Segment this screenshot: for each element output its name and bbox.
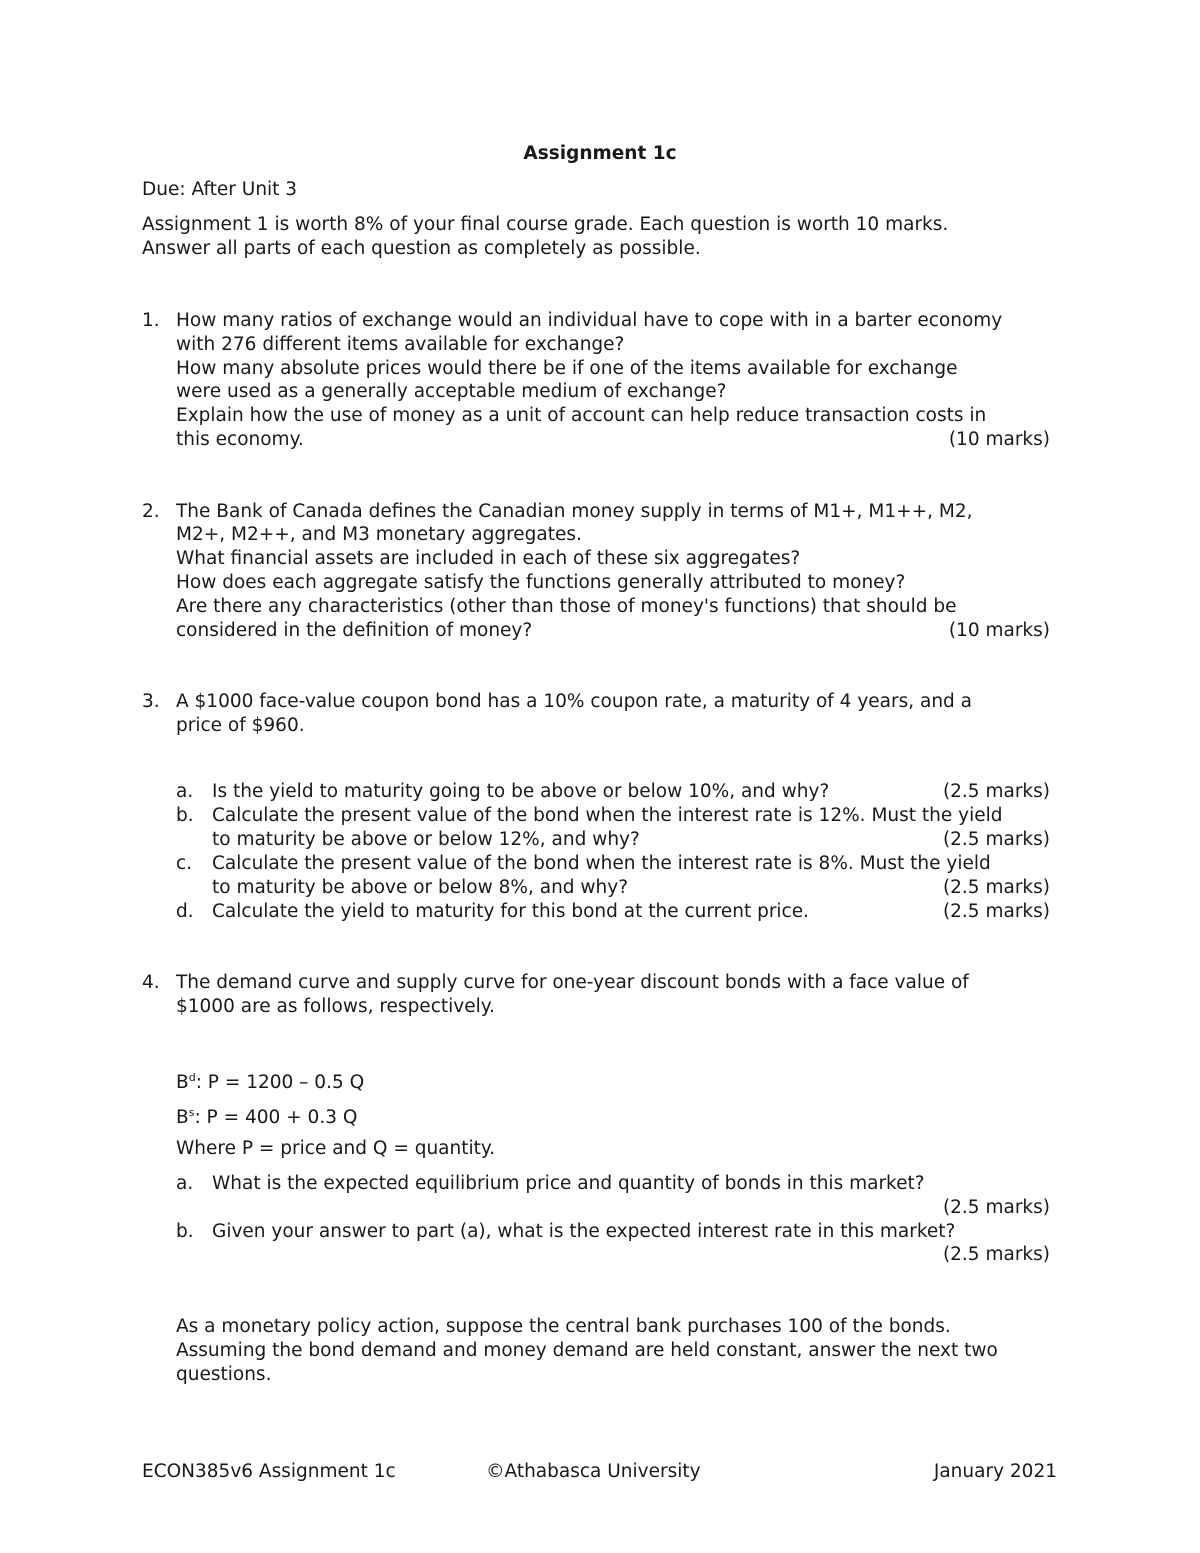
question-2-line: Are there any characteristics (other than those of money's functions) that should be xyxy=(176,596,957,617)
question-1-line: Explain how the use of money as a unit of account can help reduce transaction costs in xyxy=(176,405,987,426)
question-2-line: What financial assets are included in each of these six aggregates? xyxy=(176,548,801,569)
question-1-line: How many ratios of exchange would an individual have to cope with in a barter economy xyxy=(176,310,1003,331)
question-1-number: 1. xyxy=(142,310,160,331)
supply-formula: : P = 400 + 0.3 Q xyxy=(194,1107,358,1129)
demand-equation xyxy=(176,1066,364,1095)
question-3-part-letter: b. xyxy=(176,805,194,826)
question-1-line: How many absolute prices would there be if one of the items available for exchange xyxy=(176,358,958,379)
question-3-part-letter: a. xyxy=(176,781,194,802)
question-3-part-letter: c. xyxy=(176,853,193,874)
due-date: Due: After Unit 3 xyxy=(142,179,298,200)
question-4-part-letter: b. xyxy=(176,1221,194,1242)
demand-formula: : P = 1200 – 0.5 Q xyxy=(195,1072,365,1094)
question-3-part-letter: d. xyxy=(176,901,194,922)
question-3-part-line: Calculate the present value of the bond when the interest rate is 8%. Must the yield xyxy=(212,853,991,874)
demand-label: B xyxy=(176,1072,189,1094)
question-3-number: 3. xyxy=(142,691,160,712)
footer-copyright: ©Athabasca University xyxy=(486,1461,701,1482)
question-3-part-marks: (2.5 marks) xyxy=(942,877,1050,898)
question-3-part-marks: (2.5 marks) xyxy=(942,829,1050,850)
question-3-part-line: to maturity be above or below 8%, and why? xyxy=(212,877,629,898)
question-4-number: 4. xyxy=(142,972,160,993)
question-2-number: 2. xyxy=(142,501,160,522)
question-4-part-marks: (2.5 marks) xyxy=(942,1244,1050,1265)
variable-definition: Where P = price and Q = quantity. xyxy=(176,1138,496,1159)
footer-course: ECON385v6 Assignment 1c xyxy=(142,1461,396,1482)
question-3-part-marks: (2.5 marks) xyxy=(942,901,1050,922)
question-4-part-letter: a. xyxy=(176,1173,194,1194)
question-1-marks: (10 marks) xyxy=(948,429,1050,450)
policy-line: questions. xyxy=(176,1364,272,1385)
intro-line-2: Answer all parts of each question as completely as possible. xyxy=(142,238,701,259)
demand-superscript: d xyxy=(188,1071,196,1084)
question-4-part-line: What is the expected equilibrium price and quantity of bonds in this market? xyxy=(212,1173,925,1194)
supply-label: B xyxy=(176,1107,189,1129)
question-2-line: considered in the definition of money? xyxy=(176,620,533,641)
supply-superscript: s xyxy=(188,1106,195,1119)
page-title: Assignment 1c xyxy=(523,143,677,164)
question-3-line: price of $960. xyxy=(176,715,305,736)
question-4-line: The demand curve and supply curve for one-year discount bonds with a face value of xyxy=(176,972,969,993)
question-4-line: $1000 are as follows, respectively. xyxy=(176,996,495,1017)
question-2-line: The Bank of Canada defines the Canadian money supply in terms of M1+, M1++, M2, xyxy=(176,501,973,522)
question-1-line: were used as a generally acceptable medium of exchange? xyxy=(176,381,727,402)
policy-line: Assuming the bond demand and money demand are held constant, answer the next two xyxy=(176,1340,998,1361)
question-4-part-marks: (2.5 marks) xyxy=(942,1197,1050,1218)
intro-line-1: Assignment 1 is worth 8% of your final course grade. Each question is worth 10 marks. xyxy=(142,214,949,235)
question-4-part-line: Given your answer to part (a), what is the expected interest rate in this market? xyxy=(212,1221,956,1242)
question-1-line: this economy. xyxy=(176,429,304,450)
question-3-part-marks: (2.5 marks) xyxy=(942,781,1050,802)
question-3-part-line: Calculate the yield to maturity for this bond at the current price. xyxy=(212,901,809,922)
question-2-line: How does each aggregate satisfy the functions generally attributed to money? xyxy=(176,572,906,593)
question-2-marks: (10 marks) xyxy=(948,620,1050,641)
supply-equation xyxy=(176,1101,357,1130)
question-1-line: with 276 different items available for exchange? xyxy=(176,334,625,355)
question-3-part-line: Is the yield to maturity going to be above or below 10%, and why? xyxy=(212,781,830,802)
question-2-line: M2+, M2++, and M3 monetary aggregates. xyxy=(176,524,582,545)
question-3-line: A $1000 face-value coupon bond has a 10% coupon rate, a maturity of 4 years, and a xyxy=(176,691,973,712)
policy-line: As a monetary policy action, suppose the central bank purchases 100 of the bonds. xyxy=(176,1316,951,1337)
question-3-part-line: to maturity be above or below 12%, and why? xyxy=(212,829,640,850)
footer-date: January 2021 xyxy=(933,1461,1057,1482)
question-3-part-line: Calculate the present value of the bond when the interest rate is 12%. Must the yield xyxy=(212,805,1003,826)
